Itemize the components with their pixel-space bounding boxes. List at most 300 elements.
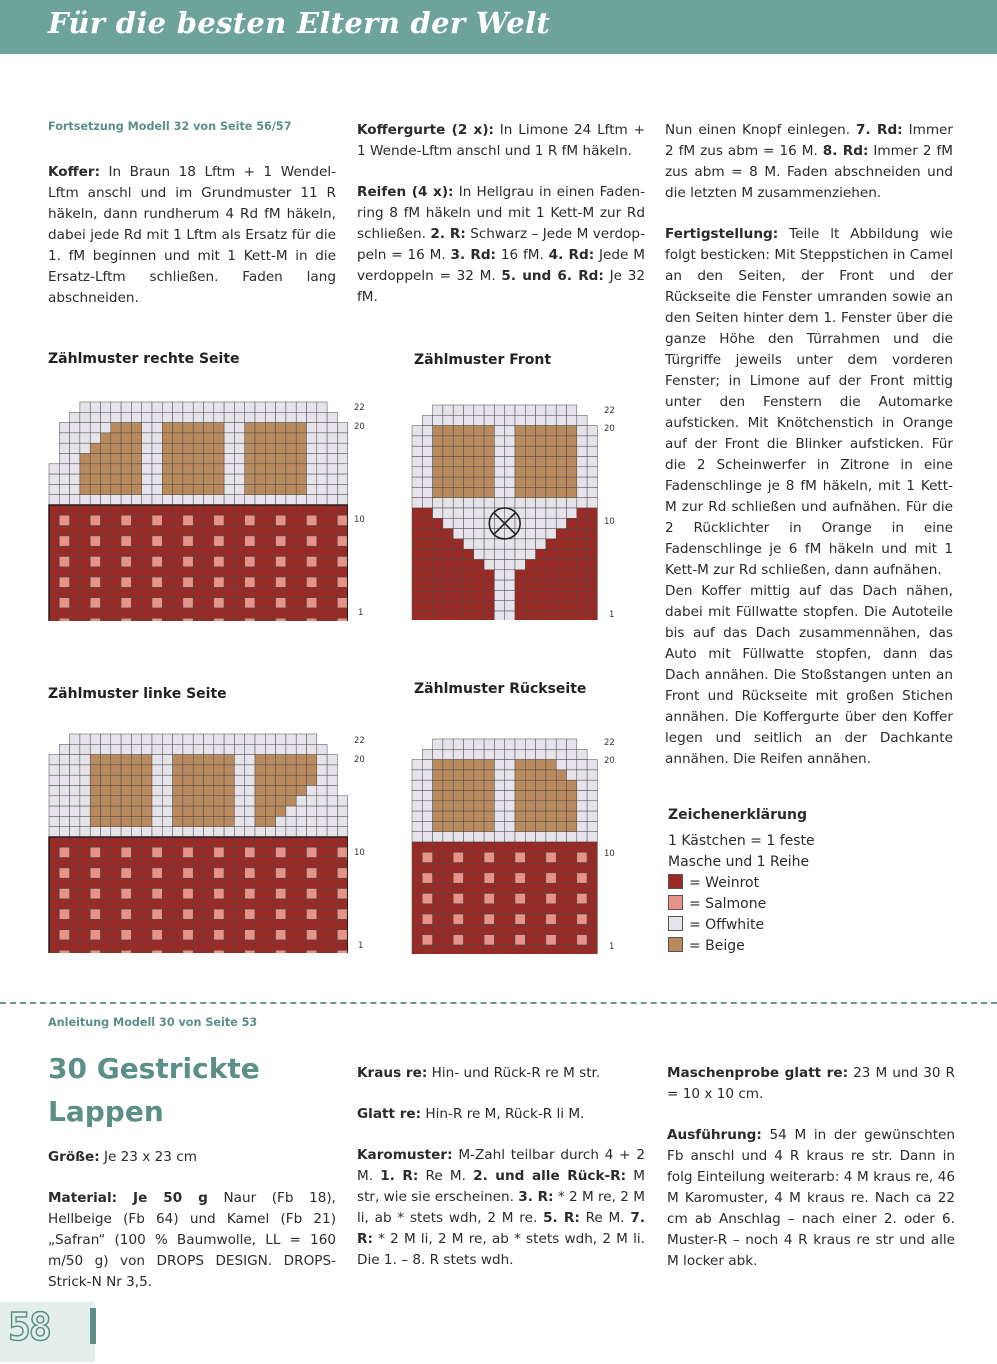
grid-cell	[245, 878, 255, 888]
grid-cell	[337, 474, 347, 484]
grid-cell	[556, 590, 566, 600]
grid-cell	[484, 405, 494, 415]
grid-cell	[296, 950, 306, 953]
grid-cell	[193, 930, 203, 940]
grid-cell	[464, 549, 474, 559]
grid-cell	[121, 796, 131, 806]
grid-cell	[152, 443, 162, 453]
grid-cell	[412, 570, 422, 580]
grid-cell	[464, 935, 474, 945]
grid-cell	[443, 770, 453, 780]
grid-cell	[505, 863, 515, 873]
grid-cell	[587, 590, 597, 600]
grid-cell	[152, 878, 162, 888]
grid-cell	[224, 940, 234, 950]
grid-cell	[567, 935, 577, 945]
grid-cell	[255, 495, 265, 505]
grid-cell	[276, 868, 286, 878]
grid-cell	[152, 806, 162, 816]
grid-cell	[49, 526, 59, 536]
grid-cell	[173, 796, 183, 806]
grid-cell	[505, 791, 515, 801]
grid-cell	[183, 454, 193, 464]
grid-cell	[183, 567, 193, 577]
grid-cell	[327, 474, 337, 484]
grid-cell	[546, 883, 556, 893]
grid-cell	[111, 464, 121, 474]
grid-cell	[494, 780, 504, 790]
grid-cell	[515, 749, 525, 759]
grid-cell	[286, 577, 296, 587]
grid-cell	[484, 539, 494, 549]
grid-cell	[183, 858, 193, 868]
grid-cell	[443, 852, 453, 862]
grid-cell	[121, 930, 131, 940]
grid-cell	[204, 495, 214, 505]
grid-cell	[494, 873, 504, 883]
grid-cell	[536, 446, 546, 456]
grid-cell	[131, 412, 141, 422]
grid-cell	[286, 950, 296, 953]
grid-cell	[101, 618, 111, 621]
grid-cell	[101, 858, 111, 868]
grid-cell	[162, 567, 172, 577]
grid-cell	[474, 560, 484, 570]
grid-cell	[80, 536, 90, 546]
grid-cell	[224, 744, 234, 754]
grid-cell	[245, 899, 255, 909]
grid-cell	[484, 945, 494, 954]
grid-cell	[121, 775, 131, 785]
grid-cell	[90, 775, 100, 785]
grid-cell	[327, 618, 337, 621]
grid-cell	[131, 515, 141, 525]
grid-cell	[101, 454, 111, 464]
grid-cell	[234, 806, 244, 816]
grid-cell	[245, 608, 255, 618]
grid-cell	[337, 567, 347, 577]
grid-cell	[525, 749, 535, 759]
grid-cell	[443, 570, 453, 580]
grid-cell	[453, 852, 463, 862]
grid-cell	[567, 590, 577, 600]
grid-cell	[484, 560, 494, 570]
grid-cell	[276, 515, 286, 525]
grid-cell	[173, 423, 183, 433]
grid-cell	[204, 909, 214, 919]
grid-cell	[307, 412, 317, 422]
grid-cell	[90, 837, 100, 847]
grid-cell	[494, 749, 504, 759]
grid-cell	[453, 611, 463, 620]
grid-cell	[286, 464, 296, 474]
grid-cell	[556, 883, 566, 893]
grid-cell	[587, 529, 597, 539]
grid-cell	[204, 878, 214, 888]
grid-cell	[59, 775, 69, 785]
grid-cell	[162, 464, 172, 474]
grid-cell	[422, 477, 432, 487]
grid-cell	[443, 426, 453, 436]
grid-cell	[193, 526, 203, 536]
grid-cell	[484, 426, 494, 436]
grid-cell	[193, 598, 203, 608]
grid-cell	[494, 801, 504, 811]
grid-cell	[234, 474, 244, 484]
grid-cell	[556, 560, 566, 570]
grid-cell	[49, 464, 59, 474]
grid-cell	[546, 560, 556, 570]
grid-cell	[131, 577, 141, 587]
grid-cell	[70, 546, 80, 556]
grid-cell	[412, 529, 422, 539]
grid-cell	[183, 464, 193, 474]
grid-cell	[307, 608, 317, 618]
grid-cell	[422, 821, 432, 831]
grid-cell	[49, 474, 59, 484]
grid-cell	[515, 760, 525, 770]
grid-cell	[536, 508, 546, 518]
grid-cell	[49, 930, 59, 940]
grid-cell	[111, 816, 121, 826]
grid-cell	[162, 765, 172, 775]
grid-cell	[276, 837, 286, 847]
grid-cell	[443, 508, 453, 518]
grid-cell	[234, 423, 244, 433]
grid-cell	[433, 791, 443, 801]
grid-cell	[90, 889, 100, 899]
grid-cell	[90, 515, 100, 525]
grid-cell	[111, 837, 121, 847]
reference-note: Anleitung Modell 30 von Seite 53	[48, 1016, 258, 1029]
grid-cell	[422, 560, 432, 570]
grid-cell	[59, 806, 69, 816]
grid-cell	[484, 914, 494, 924]
grid-cell	[327, 868, 337, 878]
grid-cell	[317, 899, 327, 909]
grid-cell	[173, 889, 183, 899]
grid-cell	[453, 570, 463, 580]
grid-cell	[111, 402, 121, 412]
grid-cell	[121, 837, 131, 847]
grid-cell	[265, 567, 275, 577]
grid-cell	[556, 811, 566, 821]
grid-cell	[90, 940, 100, 950]
grid-cell	[515, 770, 525, 780]
grid-cell	[142, 443, 152, 453]
grid-cell	[494, 894, 504, 904]
grid-cell	[101, 505, 111, 515]
grid-cell	[296, 454, 306, 464]
grid-cell	[162, 454, 172, 464]
grid-cell	[265, 775, 275, 785]
grid-cell	[556, 791, 566, 801]
grid-cell	[337, 598, 347, 608]
grid-cell	[307, 484, 317, 494]
grid-cell	[337, 484, 347, 494]
grid-cell	[214, 930, 224, 940]
grid-cell	[59, 526, 69, 536]
grid-cell	[121, 919, 131, 929]
grid-cell	[556, 477, 566, 487]
grid-cell	[515, 801, 525, 811]
grid-cell	[101, 567, 111, 577]
grid-cell	[193, 495, 203, 505]
grid-cell	[204, 827, 214, 837]
grid-cell	[525, 457, 535, 467]
grid-cell	[464, 811, 474, 821]
grid-cell	[80, 816, 90, 826]
grid-cell	[577, 590, 587, 600]
grid-cell	[337, 546, 347, 556]
grid-cell	[245, 816, 255, 826]
material-paragraph: Material: Je 50 g Naur (Fb 18), Hellbeige (Fb 64) und Kamel (Fb 21) „Safran“ (100 % Baumwolle, LL = 160 m/50 g) von DROPS DESIGN. DROPS-Strick-N Nr 3,5.	[48, 1190, 336, 1290]
grid-cell	[546, 415, 556, 425]
grid-cell	[525, 873, 535, 883]
grid-cell	[337, 889, 347, 899]
grid-cell	[422, 436, 432, 446]
grid-cell	[515, 791, 525, 801]
grid-cell	[515, 832, 525, 842]
grid-cell	[49, 858, 59, 868]
grid-cell	[183, 557, 193, 567]
grid-cell	[307, 889, 317, 899]
grid-cell	[162, 495, 172, 505]
grid-cell	[162, 868, 172, 878]
grid-cell	[214, 412, 224, 422]
grid-cell	[234, 402, 244, 412]
grid-cell	[307, 618, 317, 621]
grid-cell	[255, 402, 265, 412]
grid-cell	[90, 858, 100, 868]
grid-cell	[183, 786, 193, 796]
grid-cell	[525, 446, 535, 456]
grid-cell	[286, 878, 296, 888]
grid-cell	[422, 426, 432, 436]
bottom-column-2	[357, 1063, 645, 1291]
grid-cell	[567, 821, 577, 831]
grid-cell	[474, 760, 484, 770]
grid-cell	[464, 405, 474, 415]
grid-cell	[577, 518, 587, 528]
grid-cell	[505, 935, 515, 945]
grid-cell	[131, 402, 141, 412]
grid-cell	[121, 889, 131, 899]
grid-cell	[317, 775, 327, 785]
grid-cell	[224, 775, 234, 785]
grid-cell	[183, 744, 193, 754]
grid-cell	[193, 557, 203, 567]
grid-cell	[464, 560, 474, 570]
grid-cell	[204, 847, 214, 857]
grid-cell	[224, 567, 234, 577]
grid-cell	[111, 950, 121, 953]
grid-cell	[587, 832, 597, 842]
grid-cell	[443, 549, 453, 559]
grid-cell	[162, 775, 172, 785]
grid-cell	[525, 863, 535, 873]
grid-cell	[577, 580, 587, 590]
grid-cell	[307, 474, 317, 484]
grid-cell	[307, 734, 317, 744]
grid-cell	[443, 498, 453, 508]
grid-cell	[317, 618, 327, 621]
grid-cell	[111, 899, 121, 909]
grid-cell	[193, 889, 203, 899]
grid-cell	[453, 842, 463, 852]
grid-cell	[464, 446, 474, 456]
grid-cell	[412, 945, 422, 954]
grid-cell	[505, 811, 515, 821]
grid-cell	[214, 786, 224, 796]
grid-cell	[525, 601, 535, 611]
grid-cell	[453, 539, 463, 549]
grid-cell	[193, 765, 203, 775]
grid-cell	[474, 914, 484, 924]
grid-cell	[121, 618, 131, 621]
grid-cell	[193, 775, 203, 785]
grid-cell	[142, 796, 152, 806]
grid-cell	[464, 749, 474, 759]
grid-cell	[556, 487, 566, 497]
grid-cell	[525, 426, 535, 436]
grid-cell	[265, 950, 275, 953]
grid-cell	[142, 847, 152, 857]
grid-cell	[525, 821, 535, 831]
grid-cell	[546, 518, 556, 528]
grid-cell	[317, 858, 327, 868]
grid-cell	[286, 909, 296, 919]
grid-cell	[80, 495, 90, 505]
grid-cell	[162, 930, 172, 940]
grid-cell	[443, 436, 453, 446]
grid-cell	[204, 464, 214, 474]
grid-cell	[567, 405, 577, 415]
grid-cell	[464, 570, 474, 580]
grid-cell	[131, 433, 141, 443]
grid-cell	[505, 539, 515, 549]
grid-cell	[525, 770, 535, 780]
grid-cell	[70, 526, 80, 536]
grid-cell	[577, 426, 587, 436]
grid-cell	[80, 598, 90, 608]
grid-cell	[337, 909, 347, 919]
grid-cell	[183, 950, 193, 953]
grid-cell	[525, 760, 535, 770]
grid-cell	[443, 791, 453, 801]
grid-cell	[265, 744, 275, 754]
grid-cell	[453, 467, 463, 477]
grid-cell	[286, 608, 296, 618]
grid-cell	[276, 806, 286, 816]
grid-cell	[536, 477, 546, 487]
grid-cell	[70, 950, 80, 953]
grid-cell	[525, 914, 535, 924]
grid-cell	[587, 791, 597, 801]
grid-cell	[536, 539, 546, 549]
grid-cell	[111, 412, 121, 422]
grid-cell	[193, 412, 203, 422]
grid-cell	[214, 796, 224, 806]
row-number: 22	[604, 738, 615, 748]
grid-cell	[327, 464, 337, 474]
grid-cell	[224, 734, 234, 744]
grid-cell	[307, 505, 317, 515]
grid-cell	[152, 402, 162, 412]
grid-cell	[505, 457, 515, 467]
grid-cell	[111, 454, 121, 464]
grid-cell	[296, 464, 306, 474]
grid-cell	[536, 529, 546, 539]
grid-cell	[49, 608, 59, 618]
grid-cell	[183, 837, 193, 847]
grid-cell	[265, 909, 275, 919]
grid-cell	[412, 883, 422, 893]
grid-cell	[567, 924, 577, 934]
grid-cell	[90, 567, 100, 577]
grid-cell	[80, 847, 90, 857]
grid-cell	[59, 598, 69, 608]
grid-cell	[90, 464, 100, 474]
grid-cell	[577, 498, 587, 508]
grid-cell	[505, 611, 515, 620]
grid-cell	[317, 909, 327, 919]
grid-cell	[296, 618, 306, 621]
grid-cell	[307, 454, 317, 464]
grid-cell	[142, 495, 152, 505]
chart-back-grid	[411, 738, 599, 954]
grid-cell	[536, 852, 546, 862]
grid-cell	[307, 546, 317, 556]
grid-cell	[433, 770, 443, 780]
grid-cell	[307, 423, 317, 433]
grid-cell	[142, 868, 152, 878]
grid-cell	[337, 837, 347, 847]
grid-cell	[131, 827, 141, 837]
grid-cell	[296, 796, 306, 806]
grid-cell	[101, 474, 111, 484]
grid-cell	[307, 536, 317, 546]
grid-cell	[131, 837, 141, 847]
grid-cell	[265, 464, 275, 474]
grid-cell	[536, 863, 546, 873]
grid-cell	[276, 909, 286, 919]
grid-cell	[234, 412, 244, 422]
grid-cell	[224, 806, 234, 816]
grid-cell	[90, 557, 100, 567]
grid-cell	[433, 780, 443, 790]
grid-cell	[327, 495, 337, 505]
grid-cell	[464, 832, 474, 842]
grid-cell	[214, 765, 224, 775]
grid-cell	[286, 899, 296, 909]
grid-cell	[214, 827, 224, 837]
grid-cell	[412, 446, 422, 456]
grid-cell	[327, 858, 337, 868]
grid-cell	[453, 487, 463, 497]
grid-cell	[433, 894, 443, 904]
grid-cell	[214, 587, 224, 597]
grid-cell	[214, 443, 224, 453]
grid-cell	[505, 883, 515, 893]
header-banner	[0, 0, 997, 54]
grid-cell	[556, 529, 566, 539]
grid-cell	[525, 415, 535, 425]
grid-cell	[90, 765, 100, 775]
grid-cell	[317, 608, 327, 618]
grid-cell	[90, 402, 100, 412]
grid-cell	[121, 806, 131, 816]
